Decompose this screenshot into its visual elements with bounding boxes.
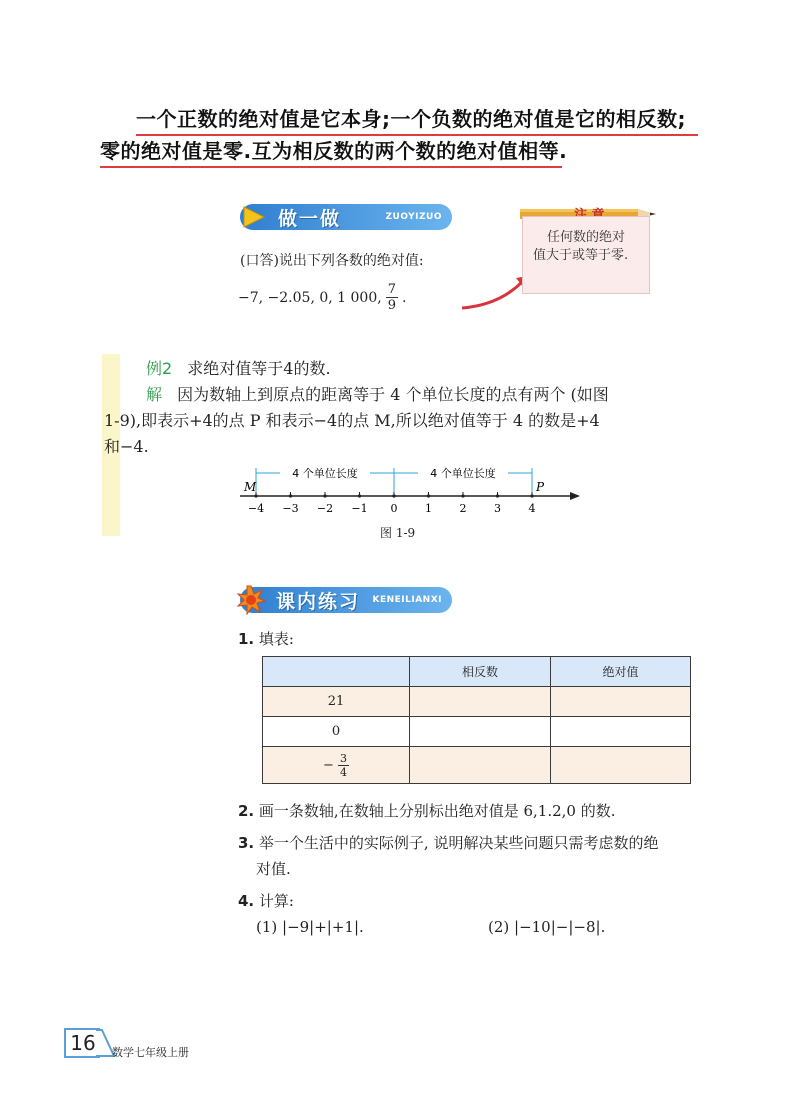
question-1-text: 填表: bbox=[258, 630, 294, 648]
activity-banner bbox=[240, 204, 452, 230]
table-cell: 21 bbox=[263, 687, 410, 717]
note-text bbox=[523, 217, 649, 265]
rule-underline-2 bbox=[100, 166, 562, 168]
solution-line-2: 1-9),即表示+4的点 P 和表示−4的点 M,所以绝对值等于 4 的数是+4 bbox=[104, 411, 600, 430]
note-text-line-1: 任何数的绝对 bbox=[547, 230, 626, 245]
question-3-text-1: 举一个生活中的实际例子, 说明解决某些问题只需考虑数的绝 bbox=[258, 834, 659, 852]
fraction-denominator: 4 bbox=[340, 765, 348, 779]
question-1 bbox=[238, 626, 294, 652]
table-cell-answer[interactable] bbox=[410, 747, 551, 784]
table-row bbox=[263, 687, 691, 717]
example-question: 求绝对值等于4的数. bbox=[187, 359, 331, 378]
activity-fraction bbox=[386, 282, 398, 313]
book-title: 数学七年级上册 bbox=[112, 1046, 189, 1059]
tick-label: −4 bbox=[247, 502, 265, 515]
tick-dot bbox=[358, 494, 361, 497]
number-line-figure bbox=[230, 464, 582, 522]
table-header-cell bbox=[263, 657, 410, 687]
question-3-text-2: 对值. bbox=[256, 860, 291, 878]
table-cell: 0 bbox=[263, 717, 410, 747]
fraction-denominator: 9 bbox=[387, 298, 396, 313]
activity-prompt: (口答)说出下列各数的绝对值: bbox=[240, 253, 424, 269]
tick-dot bbox=[392, 494, 395, 497]
table-cell-answer[interactable] bbox=[410, 687, 551, 717]
tick-dot bbox=[289, 494, 292, 497]
table-fraction bbox=[338, 752, 349, 779]
activity-number-list: −7, −2.05, 0, 1 000, bbox=[238, 289, 382, 306]
figure-caption: 图 1-9 bbox=[380, 526, 416, 540]
rule-line-1: 一个正数的绝对值是它本身;一个负数的绝对值是它的相反数; bbox=[136, 107, 686, 131]
table-cell-answer[interactable] bbox=[551, 747, 691, 784]
activity-numbers bbox=[238, 282, 406, 313]
key-rule bbox=[100, 104, 700, 168]
question-3-number: 3. bbox=[238, 834, 255, 852]
curved-arrow-icon bbox=[458, 270, 530, 314]
solution-line-3: 和−4. bbox=[104, 437, 149, 456]
practice-banner bbox=[240, 587, 452, 613]
tick-label: −1 bbox=[351, 502, 368, 515]
solution-label: 解 bbox=[146, 385, 163, 404]
question-2-number: 2. bbox=[238, 802, 255, 820]
question-3 bbox=[238, 830, 658, 856]
fraction-numerator: 3 bbox=[340, 751, 348, 765]
question-2 bbox=[238, 798, 615, 824]
note-card bbox=[522, 216, 650, 294]
rule-line-2: 零的绝对值是零.互为相反数的两个数的绝对值相等. bbox=[100, 139, 568, 163]
tick-label: 2 bbox=[459, 502, 467, 515]
activity-tail: . bbox=[401, 289, 407, 306]
question-4-part-2: (2) |−10|−|−8|. bbox=[488, 918, 606, 936]
practice-title: 课内练习 bbox=[276, 590, 361, 613]
tick-label: −2 bbox=[316, 502, 334, 515]
table-header-row bbox=[263, 657, 691, 687]
example-label: 例2 bbox=[146, 359, 173, 378]
tick-label: −3 bbox=[282, 502, 299, 515]
fraction-sign: − bbox=[322, 757, 334, 773]
play-triangle-icon bbox=[240, 204, 266, 230]
point-p-label: P bbox=[536, 480, 545, 494]
fill-table bbox=[262, 656, 691, 784]
table-cell-answer[interactable] bbox=[551, 687, 691, 717]
axis-arrow-icon bbox=[570, 492, 580, 500]
tick-label: 0 bbox=[390, 502, 398, 515]
note-text-line-2: 值大于或等于零. bbox=[533, 248, 629, 263]
question-4-part-1: (1) |−9|+|+1|. bbox=[256, 918, 364, 936]
question-4-text: 计算: bbox=[258, 892, 294, 910]
table-row bbox=[263, 717, 691, 747]
tick-dot bbox=[427, 494, 430, 497]
unit-length-right: 4 个单位长度 bbox=[430, 467, 496, 480]
tick-label: 4 bbox=[528, 502, 536, 515]
example-question-line bbox=[146, 356, 331, 382]
practice-pinyin: KENEILIANXI bbox=[372, 595, 442, 605]
table-cell-answer[interactable] bbox=[410, 717, 551, 747]
table-row bbox=[263, 747, 691, 784]
tick-dot bbox=[254, 494, 257, 497]
fraction-numerator: 7 bbox=[387, 282, 396, 297]
tick-label: 3 bbox=[494, 502, 501, 515]
table-cell bbox=[263, 747, 410, 784]
table-header-cell: 绝对值 bbox=[551, 657, 691, 687]
question-2-text: 画一条数轴,在数轴上分别标出绝对值是 6,1.2,0 的数. bbox=[258, 802, 616, 820]
activity-pinyin: ZUOYIZUO bbox=[385, 212, 442, 222]
point-m-label: M bbox=[244, 480, 257, 494]
activity-title: 做一做 bbox=[278, 207, 342, 230]
tick-dot bbox=[461, 494, 464, 497]
tick-dot bbox=[496, 494, 499, 497]
tick-label: 1 bbox=[425, 502, 432, 515]
solution-line-1 bbox=[146, 382, 609, 408]
question-1-number: 1. bbox=[238, 630, 255, 648]
tick-dot bbox=[530, 494, 533, 497]
table-cell-answer[interactable] bbox=[551, 717, 691, 747]
question-4-number: 4. bbox=[238, 892, 255, 910]
question-4 bbox=[238, 888, 294, 914]
starburst-icon bbox=[236, 585, 266, 615]
solution-text-1: 因为数轴上到原点的距离等于 4 个单位长度的点有两个 (如图 bbox=[177, 385, 609, 404]
tick-dot bbox=[323, 494, 326, 497]
table-header-cell: 相反数 bbox=[410, 657, 551, 687]
unit-length-left: 4 个单位长度 bbox=[292, 467, 358, 480]
page-number: 16 bbox=[64, 1028, 100, 1058]
